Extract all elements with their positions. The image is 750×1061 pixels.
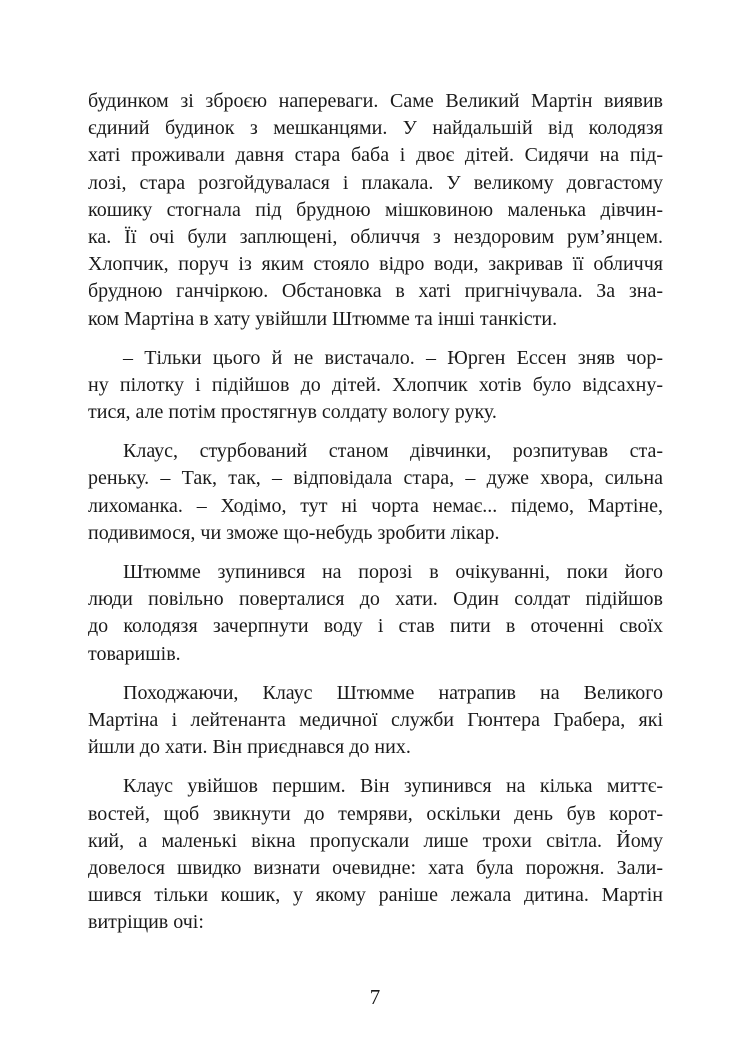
paragraph-1 xyxy=(88,88,663,333)
text-line: люди повільно поверталися до хати. Один солдат підійшов xyxy=(88,588,663,611)
text-line: довелося швидко визнати очевидне: хата була порожня. Зали- xyxy=(88,856,663,879)
text-line: ка. Її очі були заплющені, обличчя з нездоровим рум’янцем. xyxy=(88,225,663,248)
text-line: хаті проживали давня стара баба і двоє дітей. Сидячи на під- xyxy=(88,144,663,167)
paragraph-4 xyxy=(88,559,663,668)
page-body xyxy=(88,88,663,948)
text-line: Хлопчик, поруч із яким стояло відро води, закривав її обличчя xyxy=(88,253,663,276)
paragraph-5 xyxy=(88,680,663,762)
text-line: лихоманка. – Ходімо, тут ні чорта немає... підемо, Мартіне, xyxy=(88,494,663,517)
text-line: Походжаючи, Клаус Штюмме натрапив на Великого xyxy=(123,681,663,704)
text-line: ком Мартіна в хату увійшли Штюмме та інші танкісти. xyxy=(88,307,558,330)
text-line: єдиний будинок з мешканцями. У найдальшій від колодязя xyxy=(88,117,663,140)
text-line: шився тільки кошик, у якому раніше лежала дитина. Мартін xyxy=(88,884,663,907)
text-line: Клаус увійшов першим. Він зупинився на кілька миттє- xyxy=(123,775,663,798)
text-line: до колодязя зачерпнути воду і став пити в оточенні своїх xyxy=(88,615,663,638)
text-line: востей, щоб звикнути до темряви, оскільки день був корот- xyxy=(88,802,663,825)
text-line: реньку. – Так, так, – відповідала стара, – дуже хвора, сильна xyxy=(88,467,663,490)
text-line: тися, але потім простягнув солдату вологу руку. xyxy=(88,401,497,424)
text-line: товаришів. xyxy=(88,642,181,665)
text-line: Клаус, стурбований станом дівчинки, розпитував ста- xyxy=(123,440,663,463)
text-line: кий, а маленькі вікна пропускали лише трохи світла. Йому xyxy=(88,829,663,852)
text-line: подивимося, чи зможе що-небудь зробити лікар. xyxy=(88,521,500,544)
text-line: лозі, стара розгойдувалася і плакала. У великому довгастому xyxy=(88,171,663,194)
text-line: – Тільки цього й не вистачало. – Юрген Ессен зняв чор- xyxy=(123,346,663,369)
paragraph-6 xyxy=(88,773,663,936)
text-line: брудною ганчіркою. Обстановка в хаті пригнічувала. За зна- xyxy=(88,280,663,303)
text-line: йшли до хати. Він приєднався до них. xyxy=(88,736,411,759)
text-line: витріщив очі: xyxy=(88,911,204,934)
text-line: ну пілотку і підійшов до дітей. Хлопчик хотів було відсахну- xyxy=(88,373,663,396)
page-number: 7 xyxy=(369,985,381,1009)
text-line: кошику стогнала під брудною мішковиною маленька дівчин- xyxy=(88,198,663,221)
text-line: Мартіна і лейтенанта медичної служби Гюнтера Грабера, які xyxy=(88,708,663,731)
paragraph-3 xyxy=(88,438,663,547)
paragraph-2 xyxy=(88,345,663,427)
text-line: Штюмме зупинився на порозі в очікуванні, поки його xyxy=(123,561,663,583)
text-line: будинком зі зброєю напереваги. Саме Великий Мартін виявив xyxy=(88,90,663,112)
